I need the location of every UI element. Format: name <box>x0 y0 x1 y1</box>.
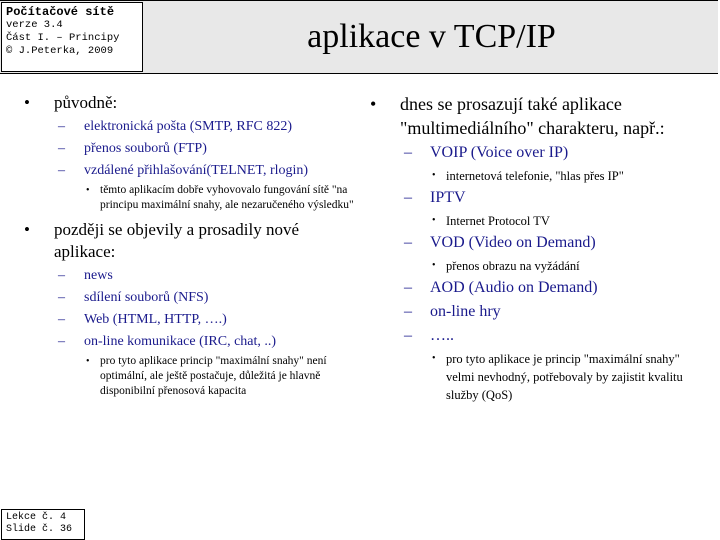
list-item-text: VOIP (Voice over IP) <box>430 144 569 161</box>
list-item <box>54 162 354 213</box>
slide-header <box>0 0 718 74</box>
list-item-online-games: – on-line hry <box>400 301 705 323</box>
list-item: – Web (HTML, HTTP, ….) <box>54 311 354 329</box>
course-info-box <box>1 2 143 72</box>
slide-title: aplikace v TCP/IP <box>307 18 556 55</box>
list-item-text: vzdálené přihlašování(TELNET, rlogin) <box>84 163 309 178</box>
list-item-text: IPTV <box>430 189 466 206</box>
list-item-text: ….. <box>430 327 454 344</box>
right-column <box>370 92 705 408</box>
bullet-text: dnes se prosazují také aplikace "multimediálního" charakteru, např.: <box>400 94 665 138</box>
list-item-vod <box>400 232 705 275</box>
list-item: – elektronická pošta (SMTP, RFC 822) <box>54 118 354 136</box>
list-item-aod: – AOD (Audio on Demand) <box>400 277 705 299</box>
list-item-text: VOD (Video on Demand) <box>430 234 596 251</box>
bullet-text: později se objevily a prosadily nové aplikace: <box>54 220 300 261</box>
sub-note: • pro tyto aplikace princip "maximální snahy" není optimální, ale ještě postačuje, důležitá je hlavně disponibilní přenosová kapacita <box>84 354 354 399</box>
list-item-voip <box>400 142 705 185</box>
slide-footer <box>1 509 85 540</box>
bullet-text: původně: <box>54 93 118 112</box>
list-item-more <box>400 325 705 404</box>
slide-number: Slide č. 36 <box>6 524 73 535</box>
part-label: Část I. – Principy <box>6 32 120 44</box>
sub-note: • internetová telefonie, "hlas přes IP" <box>430 167 705 185</box>
list-item: – sdílení souborů (NFS) <box>54 289 354 307</box>
list-item-text: on-line komunikace (IRC, chat, ..) <box>84 334 277 349</box>
course-name: Počítačové sítě <box>6 5 115 19</box>
sub-note: • pro tyto aplikace je princip "maximální snahy" velmi nevhodný, potřebovaly by zajistit kvalitu služby (QoS) <box>430 350 705 404</box>
bullet-later <box>24 219 354 399</box>
sub-note: • těmto aplikacím dobře vyhovovalo fungování sítě "na principu maximální snahy, ale nezaručeného výsledku" <box>84 183 354 213</box>
list-item-iptv <box>400 187 705 230</box>
list-item <box>54 333 354 399</box>
bullet-originally <box>24 92 354 213</box>
lecture-number: Lekce č. 4 <box>6 512 67 523</box>
sub-note: • přenos obrazu na vyžádání <box>430 257 705 275</box>
bullet-today <box>370 92 705 404</box>
version-label: verze 3.4 <box>6 19 63 31</box>
list-item: – news <box>54 267 354 285</box>
left-column <box>24 92 354 403</box>
author-label: © J.Peterka, 2009 <box>6 45 114 57</box>
list-item: – přenos souborů (FTP) <box>54 140 354 158</box>
sub-note: • Internet Protocol TV <box>430 212 705 230</box>
